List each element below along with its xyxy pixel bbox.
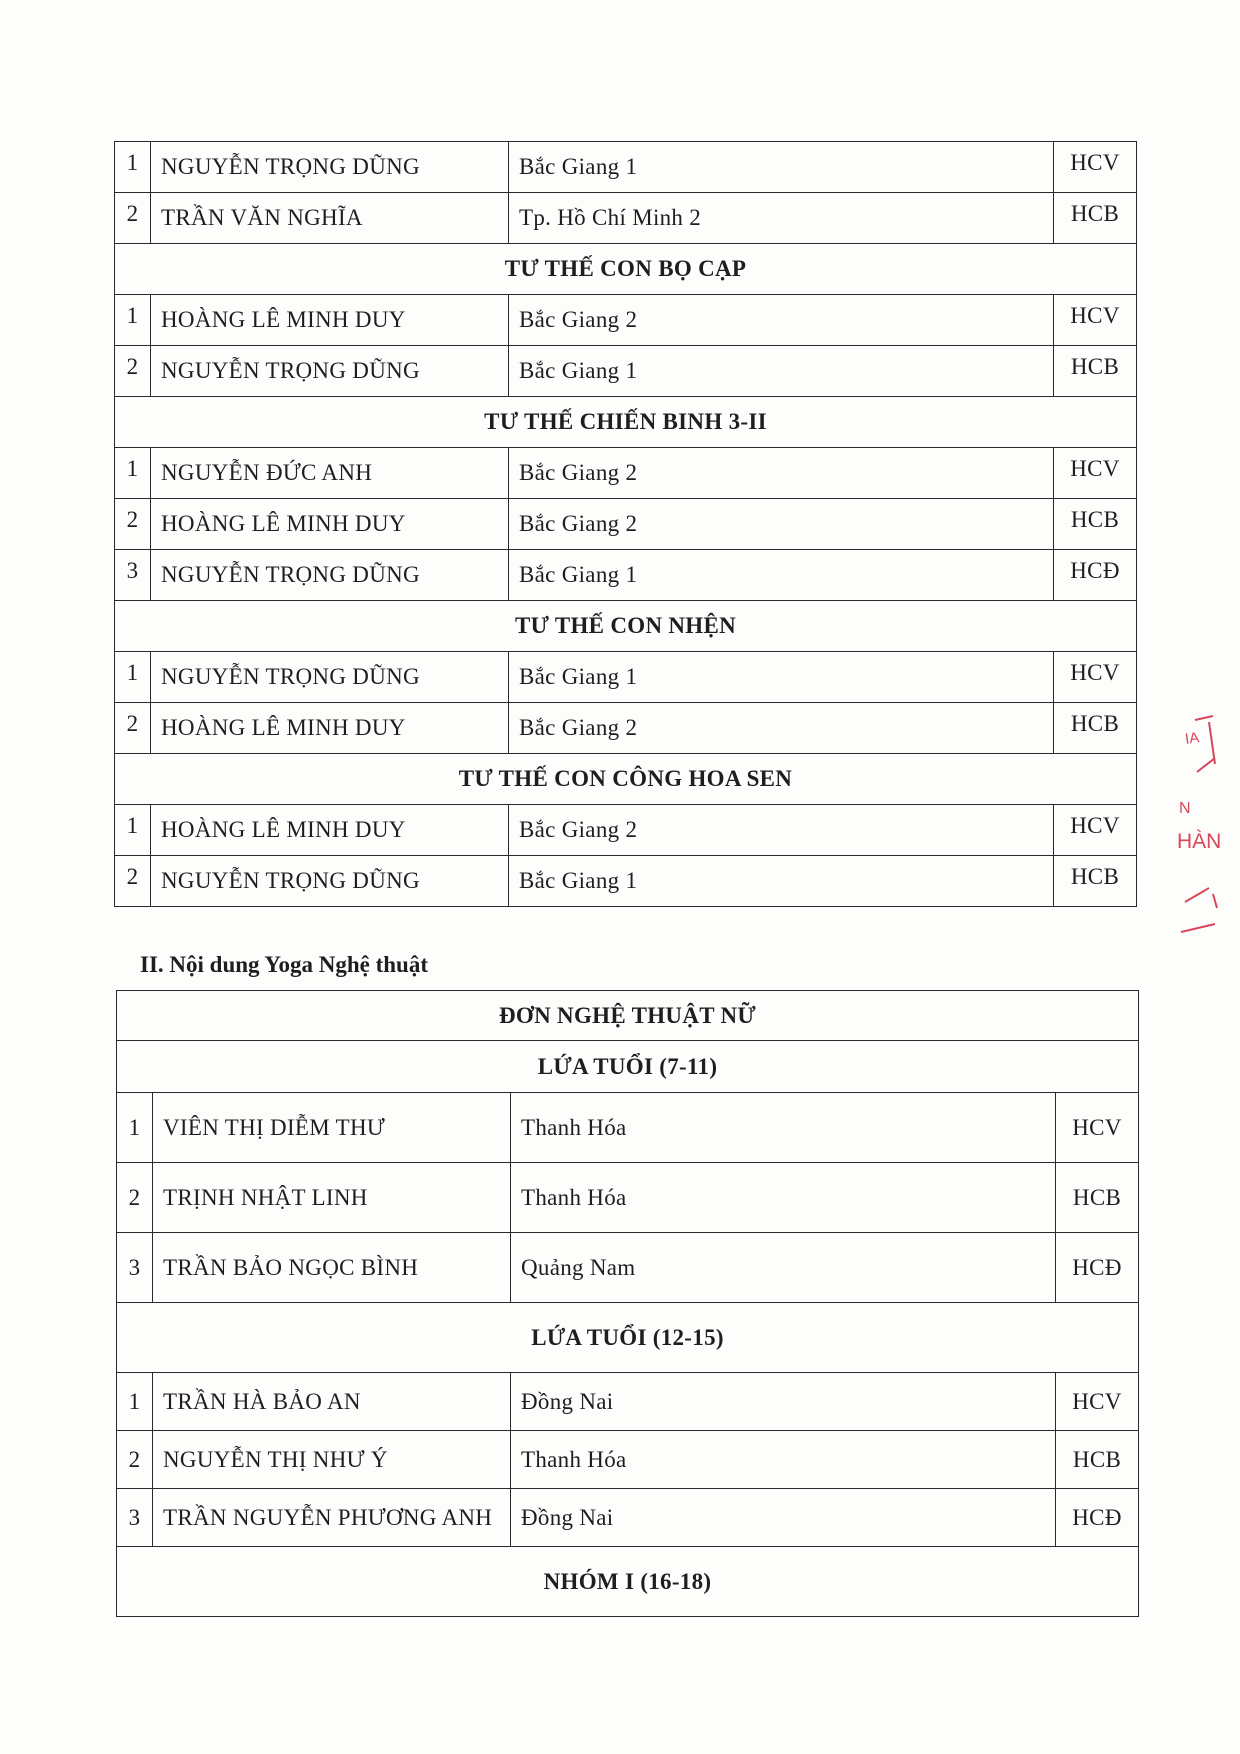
rank-number: 1 [115,142,151,193]
athlete-name: TRẦN NGUYỄN PHƯƠNG ANH [153,1489,511,1547]
athlete-name: HOÀNG LÊ MINH DUY [151,805,509,856]
athlete-name: VIÊN THỊ DIỄM THƯ [153,1093,511,1163]
medal-cell: HCV [1054,448,1137,499]
athlete-name: TRẦN HÀ BẢO AN [153,1373,511,1431]
category-row [117,1303,1139,1373]
team-unit: Bắc Giang 2 [509,499,1054,550]
rank-number: 2 [115,346,151,397]
rank-number: 1 [115,652,151,703]
athlete-name: TRỊNH NHẬT LINH [153,1163,511,1233]
results-table-1 [114,141,1137,907]
medal-cell: HCB [1054,346,1137,397]
rank-number: 1 [117,1093,153,1163]
team-unit: Bắc Giang 1 [509,346,1054,397]
athlete-name: HOÀNG LÊ MINH DUY [151,295,509,346]
rank-number: 2 [117,1163,153,1233]
result-row [117,1093,1139,1163]
athlete-name: NGUYỄN TRỌNG DŨNG [151,856,509,907]
category-row [117,1041,1139,1093]
rank-number: 1 [115,805,151,856]
category-row [117,991,1139,1041]
results-table-2-body [117,991,1139,1617]
category-title: ĐƠN NGHỆ THUẬT NỮ [117,991,1139,1041]
rank-number: 2 [115,499,151,550]
team-unit: Quảng Nam [511,1233,1056,1303]
category-title: LỨA TUỔI (7-11) [117,1041,1139,1093]
results-table-1-body [115,142,1137,907]
team-unit: Thanh Hóa [511,1163,1056,1233]
result-row [117,1431,1139,1489]
category-row [115,601,1137,652]
medal-cell: HCB [1054,193,1137,244]
athlete-name: TRẦN BẢO NGỌC BÌNH [153,1233,511,1303]
rank-number: 1 [115,448,151,499]
team-unit: Thanh Hóa [511,1431,1056,1489]
result-row [117,1233,1139,1303]
medal-cell: HCV [1056,1373,1139,1431]
medal-cell: HCB [1056,1431,1139,1489]
result-row [117,1163,1139,1233]
stamp-text-2: N [1179,800,1191,817]
team-unit: Đồng Nai [511,1373,1056,1431]
category-row [115,244,1137,295]
athlete-name: NGUYỄN TRỌNG DŨNG [151,652,509,703]
rank-number: 2 [115,703,151,754]
medal-cell: HCV [1054,295,1137,346]
athlete-name: TRẦN VĂN NGHĨA [151,193,509,244]
athlete-name: NGUYỄN TRỌNG DŨNG [151,550,509,601]
team-unit: Thanh Hóa [511,1093,1056,1163]
result-row [115,193,1137,244]
team-unit: Bắc Giang 1 [509,652,1054,703]
rank-number: 1 [115,295,151,346]
team-unit: Bắc Giang 2 [509,295,1054,346]
category-row [117,1547,1139,1617]
athlete-name: NGUYỄN TRỌNG DŨNG [151,142,509,193]
rank-number: 3 [115,550,151,601]
stamp-text-3: HÀN [1177,830,1222,853]
athlete-name: NGUYỄN TRỌNG DŨNG [151,346,509,397]
category-title: NHÓM I (16-18) [117,1547,1139,1617]
result-row [115,499,1137,550]
stamp-strokes [1175,712,1227,942]
team-unit: Bắc Giang 1 [509,856,1054,907]
category-row [115,397,1137,448]
team-unit: Bắc Giang 2 [509,448,1054,499]
category-title: LỨA TUỔI (12-15) [117,1303,1139,1373]
rank-number: 2 [115,856,151,907]
medal-cell: HCB [1056,1163,1139,1233]
category-title: TƯ THẾ CON NHỆN [115,601,1137,652]
red-stamp-fragment [1175,712,1227,942]
team-unit: Bắc Giang 1 [509,142,1054,193]
result-row [115,346,1137,397]
team-unit: Bắc Giang 2 [509,703,1054,754]
medal-cell: HCB [1054,856,1137,907]
team-unit: Bắc Giang 2 [509,805,1054,856]
category-row [115,754,1137,805]
medal-cell: HCB [1054,499,1137,550]
result-row [115,295,1137,346]
stamp-text-1: IA [1183,729,1201,748]
result-row [115,703,1137,754]
rank-number: 2 [117,1431,153,1489]
result-row [115,805,1137,856]
result-row [115,652,1137,703]
rank-number: 3 [117,1233,153,1303]
medal-cell: HCV [1054,652,1137,703]
section-heading: II. Nội dung Yoga Nghệ thuật [140,952,428,977]
result-row [117,1489,1139,1547]
athlete-name: NGUYỄN THỊ NHƯ Ý [153,1431,511,1489]
rank-number: 3 [117,1489,153,1547]
medal-cell: HCĐ [1054,550,1137,601]
category-title: TƯ THẾ CON BỌ CẠP [115,244,1137,295]
rank-number: 2 [115,193,151,244]
medal-cell: HCV [1054,142,1137,193]
rank-number: 1 [117,1373,153,1431]
result-row [115,448,1137,499]
result-row [115,856,1137,907]
team-unit: Tp. Hồ Chí Minh 2 [509,193,1054,244]
team-unit: Bắc Giang 1 [509,550,1054,601]
athlete-name: NGUYỄN ĐỨC ANH [151,448,509,499]
medal-cell: HCB [1054,703,1137,754]
athlete-name: HOÀNG LÊ MINH DUY [151,703,509,754]
result-row [117,1373,1139,1431]
result-row [115,550,1137,601]
medal-cell: HCĐ [1056,1233,1139,1303]
medal-cell: HCĐ [1056,1489,1139,1547]
result-row [115,142,1137,193]
category-title: TƯ THẾ CON CÔNG HOA SEN [115,754,1137,805]
category-title: TƯ THẾ CHIẾN BINH 3-II [115,397,1137,448]
results-table-2 [116,990,1139,1617]
team-unit: Đồng Nai [511,1489,1056,1547]
medal-cell: HCV [1054,805,1137,856]
medal-cell: HCV [1056,1093,1139,1163]
athlete-name: HOÀNG LÊ MINH DUY [151,499,509,550]
